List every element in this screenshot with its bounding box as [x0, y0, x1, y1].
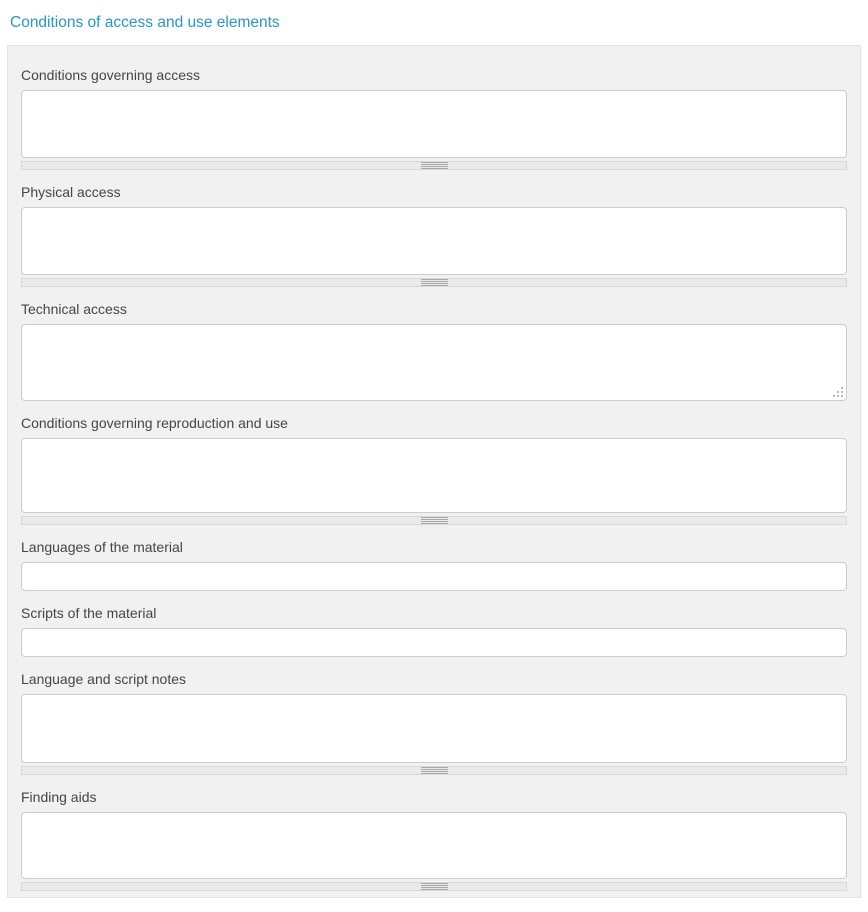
finding-aids-textarea[interactable]	[21, 812, 847, 879]
technical-access-label: Technical access	[21, 301, 127, 317]
physical-access-textarea[interactable]	[21, 207, 847, 275]
grip-lines-icon	[421, 883, 448, 890]
resize-handle[interactable]	[21, 516, 847, 525]
field-language-and-script-notes	[21, 672, 847, 775]
corner-resize-grip-icon[interactable]	[841, 395, 843, 397]
conditions-governing-access-label: Conditions governing access	[21, 67, 200, 83]
grip-lines-icon	[421, 517, 448, 524]
resize-handle[interactable]	[21, 766, 847, 775]
conditions-governing-access-textarea[interactable]	[21, 90, 847, 158]
form-panel	[7, 45, 861, 898]
resize-handle[interactable]	[21, 161, 847, 170]
resize-handle[interactable]	[21, 278, 847, 287]
field-scripts-of-the-material	[21, 606, 847, 657]
grip-lines-icon	[421, 162, 448, 169]
scripts-of-the-material-input[interactable]	[21, 628, 847, 657]
languages-of-the-material-label: Languages of the material	[21, 539, 183, 555]
scripts-of-the-material-label: Scripts of the material	[21, 605, 157, 621]
languages-of-the-material-input[interactable]	[21, 562, 847, 591]
physical-access-label: Physical access	[21, 184, 121, 200]
field-finding-aids	[21, 790, 847, 891]
field-conditions-governing-reproduction-and-use	[21, 416, 847, 525]
language-and-script-notes-label: Language and script notes	[21, 671, 187, 687]
field-physical-access	[21, 185, 847, 287]
conditions-governing-reproduction-label: Conditions governing reproduction and use	[21, 415, 288, 431]
field-conditions-governing-access	[21, 68, 847, 170]
conditions-governing-reproduction-textarea[interactable]	[21, 438, 847, 513]
field-technical-access	[21, 302, 847, 401]
grip-lines-icon	[421, 767, 448, 774]
section-heading-conditions-of-access-and-use[interactable]: Conditions of access and use elements	[10, 14, 280, 31]
resize-handle[interactable]	[21, 882, 847, 891]
field-languages-of-the-material	[21, 540, 847, 591]
technical-access-textarea[interactable]	[21, 324, 847, 401]
finding-aids-label: Finding aids	[21, 789, 97, 805]
technical-access-textarea-wrap	[21, 324, 847, 401]
language-and-script-notes-textarea[interactable]	[21, 694, 847, 763]
grip-lines-icon	[421, 279, 448, 286]
